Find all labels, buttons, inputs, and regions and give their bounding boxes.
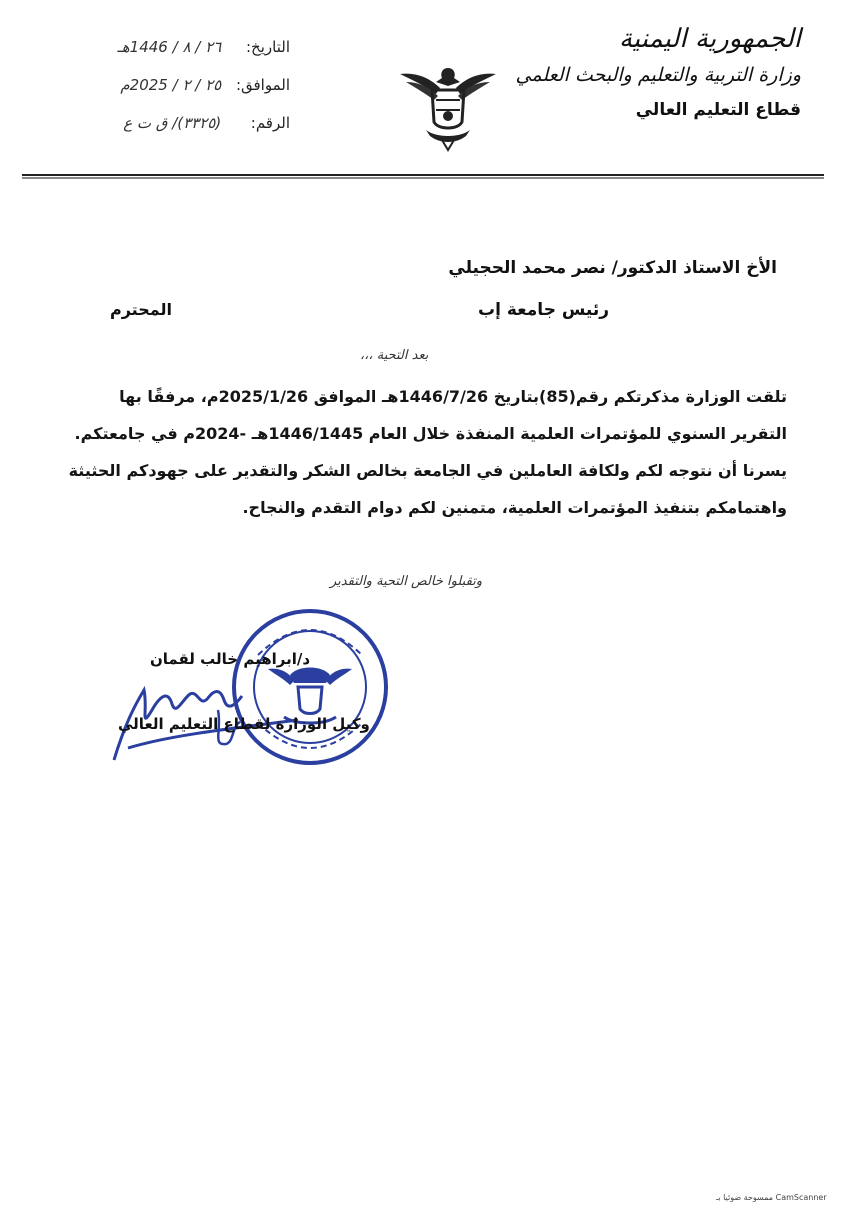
body-paragraph-1: تلقت الوزارة مذكرتكم رقم(85)بتاريخ 1446/7/26هـ الموافق 2025/1/26م، مرفقًا بها التقرير السنوي للمؤتمرات العلمية المنفذة خلال العام 1446/1445هـ -2024م في جامعتكم. [74, 387, 787, 443]
addressee-name: الأخ الاستاذ الدكتور/ نصر محمد الحجيلي [448, 258, 777, 278]
corresponding-label: الموافق: [235, 76, 290, 94]
addressee-respected: المحترم [110, 300, 172, 319]
yemen-eagle-emblem-icon [396, 60, 500, 152]
signatory-name: د/ابراهيم خالب لقمان [150, 650, 311, 668]
header-divider [22, 174, 824, 176]
scanner-watermark: CamScanner ممسوحة ضوئيا بـ [716, 1193, 827, 1202]
letterhead [515, 22, 801, 120]
letterhead-country: الجمهورية اليمنية [618, 24, 801, 54]
date-row [10, 32, 290, 70]
date-label: التاريخ: [246, 38, 290, 56]
closing: وتقبلوا خالص التحية والتقدير [330, 574, 483, 589]
greeting: بعد التحية ،،، [360, 348, 429, 363]
letterhead-ministry: وزارة التربية والتعليم والبحث العلمي [515, 64, 801, 86]
number-label: الرقم: [250, 114, 290, 132]
letter-body [67, 378, 787, 526]
date-value: ٢٦ / ٨ / 1446هـ [117, 38, 222, 56]
corresponding-row [10, 70, 290, 108]
reference-block [10, 32, 290, 146]
addressee-position: رئيس جامعة إب [478, 300, 609, 320]
signatory-title: وكيل الوزارة لقطاع التعليم العالي [118, 715, 370, 733]
number-value: (٣٣٢٥)/ ق ت ع [123, 114, 222, 132]
corresponding-value: ٢٥ / ٢ / 2025م [120, 76, 222, 94]
number-row [10, 108, 290, 146]
body-paragraph-2: يسرنا أن نتوجه لكم ولكافة العاملين في الجامعة بخالص الشكر والتقدير على جهودكم الحثيثة واهتمامكم بتنفيذ المؤتمرات العلمية، متمنين لكم دوام التقدم والنجاح. [68, 461, 787, 517]
letterhead-sector: قطاع التعليم العالي [635, 100, 801, 120]
